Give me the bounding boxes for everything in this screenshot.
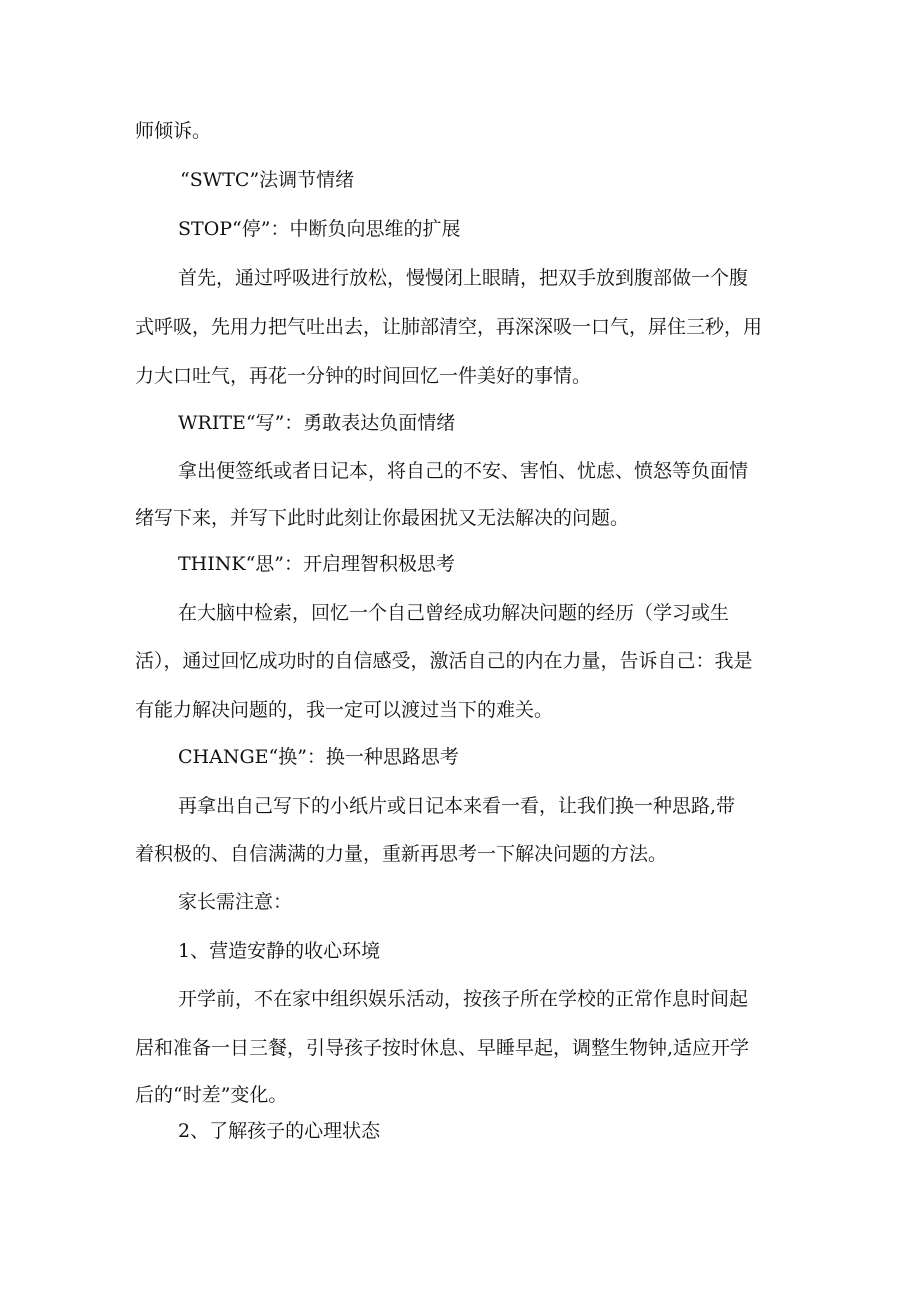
text-line-20: 居和准备一日三餐，引导孩子按时休息、早睡早起，调整生物钟,适应开学 [135, 1037, 750, 1059]
text-line-16: 着积极的、自信满满的力量，重新再思考一下解决问题的方法。 [135, 843, 668, 865]
text-line-19: 开学前，不在家中组织娱乐活动，按孩子所在学校的正常作息时间起 [178, 988, 749, 1010]
text-line-11: 在大脑中检索，回忆一个自己曾经成功解决问题的经历（学习或生 [178, 602, 730, 624]
text-line-6: 力大口吐气，再花一分钟的时间回忆一件美好的事情。 [135, 365, 592, 387]
text-line-9: 绪写下来，并写下此时此刻让你最困扰又无法解决的问题。 [135, 507, 630, 529]
text-line-21: 后的“时差”变化。 [135, 1084, 288, 1106]
subheading-change: CHANGE“换”：换一种思路思考 [178, 746, 459, 768]
text-line-8: 拿出便签纸或者日记本，将自己的不安、害怕、忧虑、愤怒等负面情 [178, 460, 749, 482]
section-title-swtc: “SWTC”法调节情绪 [180, 169, 355, 191]
text-line-5: 式呼吸，先用力把气吐出去，让肺部清空，再深深吸一口气，屏住三秒，用 [135, 316, 763, 338]
subheading-stop: STOP“停”：中断负向思维的扩展 [178, 218, 461, 240]
text-line-13: 有能力解决问题的，我一定可以渡过当下的难关。 [135, 699, 554, 721]
parents-note-heading: 家长需注意： [178, 891, 293, 913]
list-item-2-heading: 2、了解孩子的心理状态 [178, 1120, 381, 1142]
text-line-15: 再拿出自己写下的小纸片或日记本来看一看，让我们换一种思路,带 [178, 795, 736, 817]
subheading-think: THINK“思”：开启理智积极思考 [178, 553, 455, 575]
text-line-1: 师倾诉。 [135, 120, 212, 142]
list-item-1-heading: 1、营造安静的收心环境 [178, 940, 381, 962]
text-line-4: 首先，通过呼吸进行放松，慢慢闭上眼睛，把双手放到腹部做一个腹 [178, 267, 749, 289]
subheading-write: WRITE“写”：勇敢表达负面情绪 [178, 412, 456, 434]
text-line-12: 活），通过回忆成功时的自信感受，激活自己的内在力量，告诉自己：我是 [135, 650, 753, 672]
